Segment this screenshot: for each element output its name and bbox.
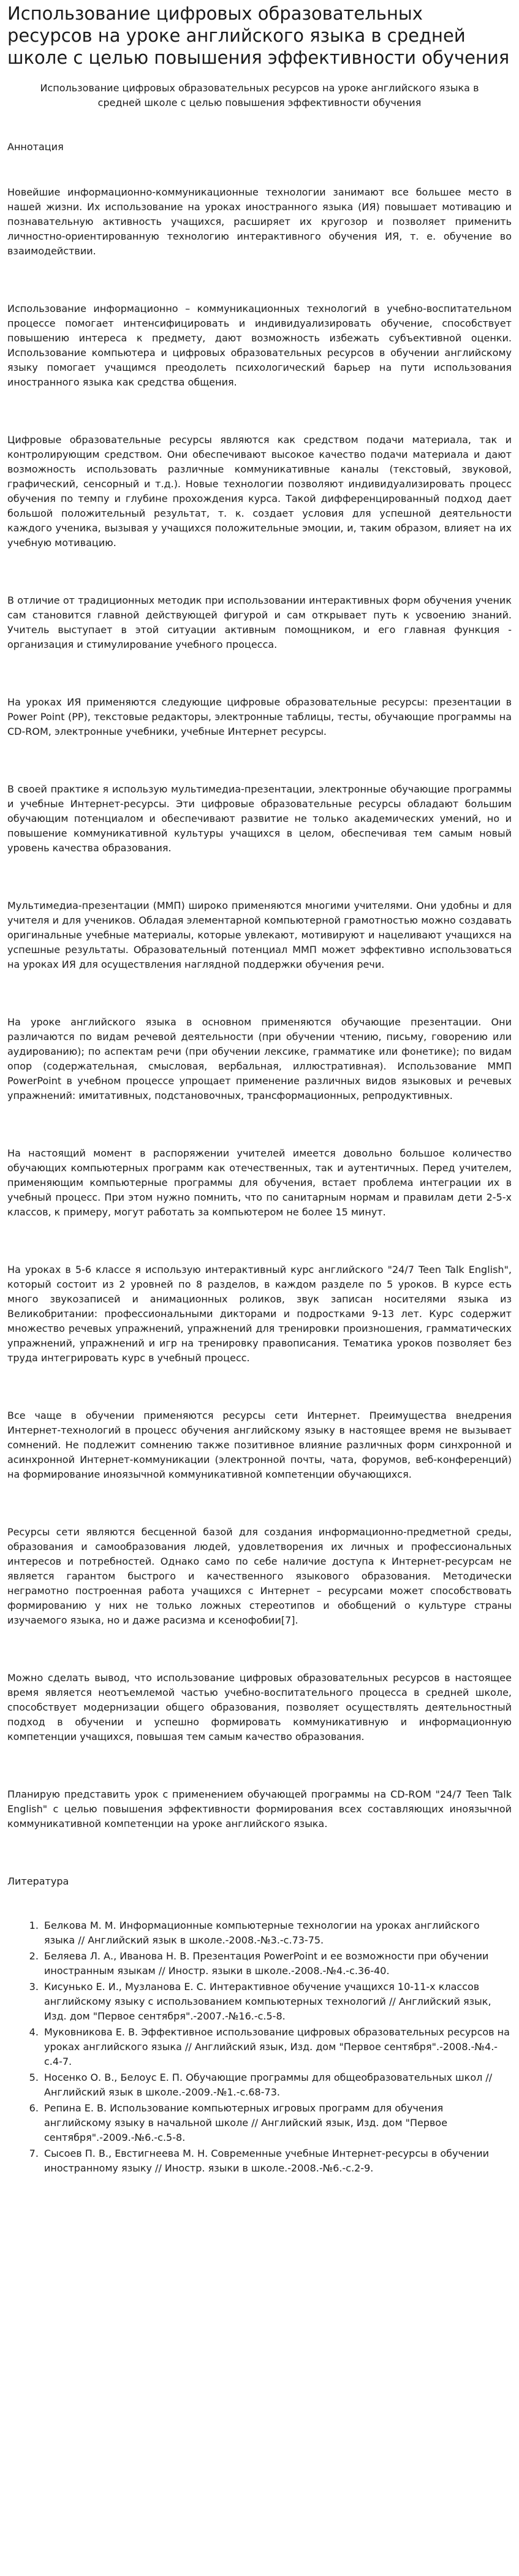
annotation-heading: Аннотация xyxy=(7,141,64,153)
paragraph: Цифровые образовательные ресурсы являются как средством подачи материала, так и контролирующим средством. Они обеспечивают высокое качество подачи материала и дают возможность использовать различные коммуникативные каналы (текстовый, звуковой, графический, сенсорный и т.д.). Новые технологии позволяют индивидуализировать процесс обучения по темпу и глубине прохождения курса. Такой дифференцированный подход дает большой положительный результат, т. к. создает условия для успешной деятельности каждого ученика, вызывая у учащихся положительные эмоции, и, таким образом, влияет на их учебную мотивацию. xyxy=(7,434,512,549)
references-heading: Литература xyxy=(7,1875,69,1887)
paragraph: На настоящий момент в распоряжении учителей имеется довольно большое количество обучающих компьютерных программ как отечественных, так и аутентичных. Перед учителем, применяющим компьютерные программы для обучения, встает проблема интеграции их в учебный процесс. При этом нужно помнить, что по санитарным нормам и правилам дети 2-5-х классов, к примеру, могут работать за компьютером не более 15 минут. xyxy=(7,1147,512,1218)
paragraph: Все чаще в обучении применяются ресурсы сети Интернет. Преимущества внедрения Интернет-технологий в процесс обучения английскому языку в настоящее время не вызывает сомнений. Не подлежит сомнению также позитивное влияние различных форм синхронной и асинхронной Интернет-коммуникации (электронной почты, чата, форумов, веб-конференций) на формирование иноязычной коммуникативной компетенции обучающихся. xyxy=(7,1410,512,1480)
reference-item: 5. Носенко О. В., Белоус Е. П. Обучающие программы для общеобразовательных школ // Английский язык в школе.-2009.-№1.-с.68-73. xyxy=(42,2070,512,2100)
paragraph: На уроке английского языка в основном применяются обучающие презентации. Они различаются по видам речевой деятельности (при обучении чтению, письму, говорению или аудированию); по аспектам речи (при обучении лексике, грамматике или фонетике); по видам опор (содержательная, смысловая, вербальная, иллюстративная). Использование ММП PowerPoint в учебном процессе упрощает применение различных видов языковых и речевых упражнений: имитативных, подстановочных, трансформационных, репродуктивных. xyxy=(7,1016,512,1101)
paragraph: На уроках ИЯ применяются следующие цифровые образовательные ресурсы: презентации в Power Point (PP), текстовые редакторы, электронные таблицы, тесты, обучающие программы на CD-ROM, электронные учебники, учебные Интернет ресурсы. xyxy=(7,696,512,737)
paragraph: Новейшие информационно-коммуникационные технологии занимают все большее место в нашей жизни. Их использование на уроках иностранного языка (ИЯ) повышает мотивацию и познавательную активность учащихся, расширяет их кругозор и позволяет применить личностно-ориентированную технологию интерактивного обучения ИЯ, т. е. обучение во взаимодействии. xyxy=(7,186,512,257)
reference-item: 4. Муковникова Е. В. Эффективное использование цифровых образовательных ресурсов на уроках английского языка // Английский язык, Изд. дом "Первое сентября".-2008.-№4.-с.4-7. xyxy=(42,2025,512,2069)
reference-item: 1. Белкова М. М. Информационные компьютерные технологии на уроках английского языка // Английский язык в школе.-2008.-№3.-с.73-75. xyxy=(42,1918,512,1948)
page-subtitle: Использование цифровых образовательных ресурсов на уроке английского языка в средней школе с целью повышения эффективности обучения xyxy=(40,82,479,108)
reference-item: 3. Кисунько Е. И., Музланова Е. С. Интерактивное обучение учащихся 10-11-х классов английскому языку с использованием компьютерных технологий // Английский язык, Изд. дом "Первое сентября".-2007.-№16.-с.5-8. xyxy=(42,1980,512,2024)
paragraph: В своей практике я использую мультимедиа-презентации, электронные обучающие программы и учебные Интернет-ресурсы. Эти цифровые образовательные ресурсы обладают большим обучающим потенциалом и обеспечивают развитие не только академических умений, но и повышение коммуникативной культуры учащихся в целом, обеспечивая тем самым новый уровень качества образования. xyxy=(7,783,512,854)
reference-item: 7. Сысоев П. В., Евстигнеева М. Н. Современные учебные Интернет-ресурсы в обучении иностранному языку // Иностр. языки в школе.-2008.-№6.-с.2-9. xyxy=(42,2146,512,2176)
paragraph: Мультимедиа-презентации (ММП) широко применяются многими учителями. Они удобны и для учителя и для учеников. Обладая элементарной компьютерной грамотностью можно создавать оригинальные учебные материалы, которые увлекают, мотивируют и нацеливают учащихся на успешные результаты. Образовательный потенциал ММП может эффективно использоваться на уроках ИЯ для осуществления наглядной поддержки обучения речи. xyxy=(7,900,512,970)
reference-item: 6. Репина Е. В. Использование компьютерных игровых программ для обучения английскому языку в начальной школе // Английский язык, Изд. дом "Первое сентября".-2009.-№6.-с.5-8. xyxy=(42,2101,512,2145)
reference-item: 2. Беляева Л. А., Иванова Н. В. Презентация PowerPoint и ее возможности при обучении иностранным языкам // Иностр. языки в школе.-2008.-№4.-с.36-40. xyxy=(42,1949,512,1978)
paragraph: Планирую представить урок с применением обучающей программы на CD-ROM "24/7 Teen Talk English" с целью повышения эффективности формирования всех составляющих иноязычной коммуникативной компетенции на уроке английского языка. xyxy=(7,1788,512,1829)
references-list xyxy=(7,1918,512,2176)
page-title: Использование цифровых образовательных ресурсов на уроке английского языка в средней школе с целью повышения эффективности обучения xyxy=(7,3,510,68)
paragraph: Можно сделать вывод, что использование цифровых образовательных ресурсов в настоящее время является неотъемлемой частью учебно-воспитательного процесса в средней школе, способствует модернизации общего образования, позволяет осуществлять деятельностный подход в обучении и успешно формировать коммуникативную и информационную компетенции учащихся, повышая тем самым качество образования. xyxy=(7,1672,512,1742)
paragraph: В отличие от традиционных методик при использовании интерактивных форм обучения ученик сам становится главной действующей фигурой и сам открывает путь к усвоению знаний. Учитель выступает в этой ситуации активным помощником, и его главная функция - организация и стимулирование учебного процесса. xyxy=(7,595,512,650)
paragraph: Ресурсы сети являются бесценной базой для создания информационно-предметной среды, образования и самообразования людей, удовлетворения их личных и профессиональных интересов и потребностей. Однако само по себе наличие доступа к Интернет-ресурсам не является гарантом быстрого и качественного языкового образования. Методически неграмотно построенная работа учащихся с Интернет – ресурсами может способствовать формированию у них не только ложных стереотипов и обобщений о культуре страны изучаемого языка, но и даже расизма и ксенофобии[7]. xyxy=(7,1526,512,1626)
paragraph: Использование информационно – коммуникационных технологий в учебно-воспитательном процессе помогает интенсифицировать и индивидуализировать обучение, способствует повышению интереса к предмету, дают возможность избежать субъективной оценки. Использование компьютера и цифровых образовательных ресурсов в обучении английскому языку помогает учащимся преодолеть психологический барьер на пути использования иностранного языка как средства общения. xyxy=(7,303,512,388)
paragraph: На уроках в 5-6 классе я использую интерактивный курс английского "24/7 Teen Talk English", который состоит из 2 уровней по 8 разделов, в каждом разделе по 5 уроков. В курсе есть много звукозаписей и анимационных роликов, звук записан носителями языка из Великобритании: профессиональными дикторами и подростками 9-13 лет. Курс содержит множество речевых упражнений, упражнений для тренировки произношения, грамматических упражнений, упражнений и игр на тренировку правописания. Тематика уроков позволяет без труда интегрировать курс в учебный процесс. xyxy=(7,1264,512,1364)
